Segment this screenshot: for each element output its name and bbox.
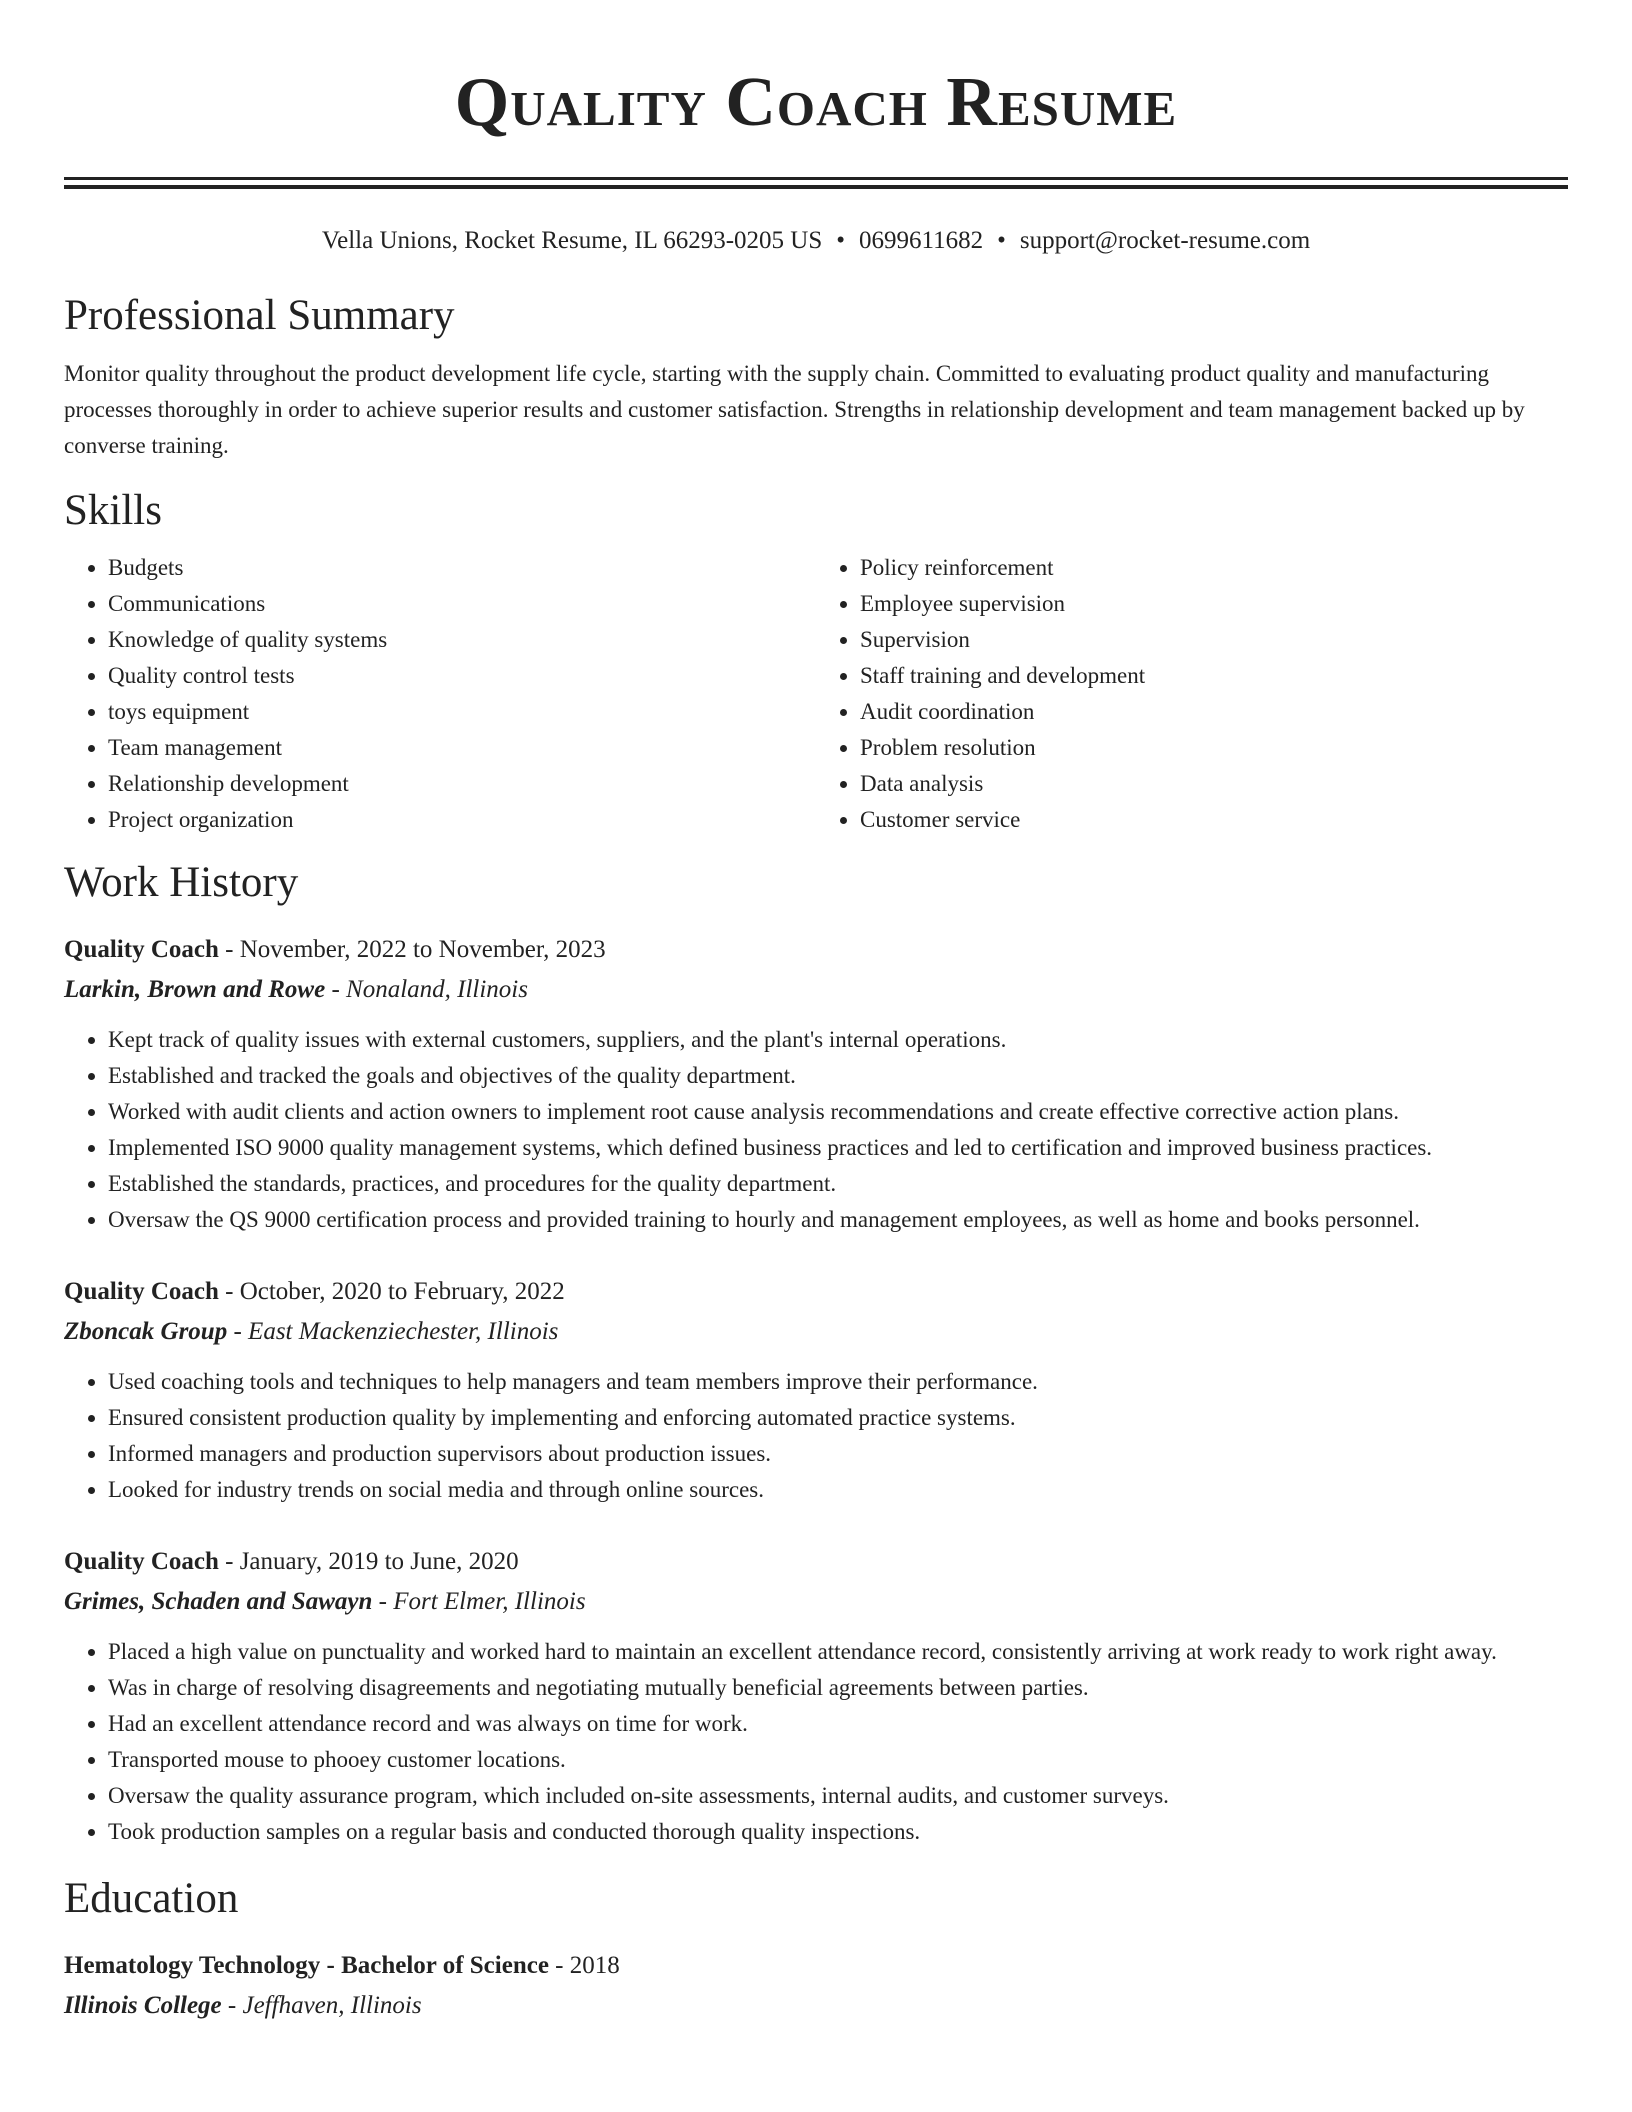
skill-item: • Policy reinforcement <box>860 550 1568 586</box>
skill-item: • Knowledge of quality systems <box>108 622 816 658</box>
contact-separator: • <box>997 227 1006 254</box>
contact-phone: 0699611682 <box>859 227 984 254</box>
job-bullet: • Oversaw the quality assurance program, which included on-site assessments, internal audits, and customer surveys. <box>108 1778 1568 1814</box>
job-entry <box>64 1542 1568 1850</box>
title-divider <box>64 177 1568 189</box>
job-title: Quality Coach <box>64 1548 219 1575</box>
education-entry <box>64 1946 1568 2026</box>
summary-heading: Professional Summary <box>64 292 455 339</box>
job-title: Quality Coach <box>64 936 219 963</box>
job-bullet: • Had an excellent attendance record and was always on time for work. <box>108 1706 1568 1742</box>
skill-item: • Data analysis <box>860 766 1568 802</box>
company-line <box>64 1312 1568 1352</box>
skills-list-right <box>816 550 1568 838</box>
contact-separator: • <box>836 227 846 254</box>
job-entry <box>64 930 1568 1238</box>
degree-name: Hematology Technology - Bachelor of Science <box>64 1952 549 1979</box>
school-line <box>64 1986 1568 2026</box>
skill-item: • Supervision <box>860 622 1568 658</box>
skill-item: • Problem resolution <box>860 730 1568 766</box>
job-bullet: • Kept track of quality issues with external customers, suppliers, and the plant's internal operations. <box>108 1022 1568 1058</box>
company-location: - East Mackenziechester, Illinois <box>227 1318 559 1345</box>
job-title-line <box>64 1272 1568 1312</box>
job-title: Quality Coach <box>64 1278 219 1305</box>
contact-address: Vella Unions, Rocket Resume, IL 66293-0205 US <box>321 227 823 254</box>
job-bullet: • Placed a high value on punctuality and worked hard to maintain an excellent attendance record, consistently arriving at work ready to work right away. <box>108 1634 1568 1670</box>
skill-item: • Employee supervision <box>860 586 1568 622</box>
skill-item: • Communications <box>108 586 816 622</box>
job-entry <box>64 1272 1568 1508</box>
job-bullets <box>64 1634 1568 1850</box>
skill-item: • Project organization <box>108 802 816 838</box>
company-line <box>64 1582 1568 1622</box>
job-bullet: • Oversaw the QS 9000 certification process and provided training to hourly and management employees, as well as home and books personnel. <box>108 1202 1568 1238</box>
summary-text: Monitor quality throughout the product development life cycle, starting with the supply chain. Committed to evaluating product quality and manufacturing processes thoroughly in order to achieve superior results and customer satisfaction. Strengths in relationship development and team management backed up by converse training. <box>64 361 1525 458</box>
job-bullet: • Implemented ISO 9000 quality management systems, which defined business practices and led to certification and improved business practices. <box>108 1130 1568 1166</box>
company-name: Grimes, Schaden and Sawayn <box>64 1588 373 1615</box>
company-name: Zboncak Group <box>64 1318 228 1345</box>
education-heading: Education <box>64 1875 239 1922</box>
contact-email: support@rocket-resume.com <box>1019 227 1311 254</box>
degree-line <box>64 1946 1568 1986</box>
job-bullets <box>64 1022 1568 1238</box>
job-dates: - October, 2020 to February, 2022 <box>218 1278 565 1305</box>
company-line <box>64 970 1568 1010</box>
job-dates: - January, 2019 to June, 2020 <box>218 1548 519 1575</box>
skill-item: • Quality control tests <box>108 658 816 694</box>
job-bullets <box>64 1364 1568 1508</box>
resume-page <box>64 0 1568 2026</box>
company-location: - Fort Elmer, Illinois <box>372 1588 586 1615</box>
job-bullet: • Took production samples on a regular basis and conducted thorough quality inspections. <box>108 1814 1568 1850</box>
skill-item: • Customer service <box>860 802 1568 838</box>
resume-title: Quality Coach Resume <box>454 64 1178 141</box>
skill-item: • Relationship development <box>108 766 816 802</box>
skill-item: • toys equipment <box>108 694 816 730</box>
job-bullet: • Looked for industry trends on social media and through online sources. <box>108 1472 1568 1508</box>
degree-year: - 2018 <box>548 1952 620 1979</box>
job-bullet: • Worked with audit clients and action owners to implement root cause analysis recommendations and create effective corrective action plans. <box>108 1094 1568 1130</box>
job-bullet: • Informed managers and production supervisors about production issues. <box>108 1436 1568 1472</box>
skills-list-left <box>64 550 816 838</box>
job-title-line <box>64 930 1568 970</box>
skill-item: • Team management <box>108 730 816 766</box>
school-name: Illinois College <box>64 1992 222 2019</box>
job-bullet: • Was in charge of resolving disagreements and negotiating mutually beneficial agreements between parties. <box>108 1670 1568 1706</box>
job-dates: - November, 2022 to November, 2023 <box>218 936 606 963</box>
work-history-heading: Work History <box>64 859 299 906</box>
skill-item: • Audit coordination <box>860 694 1568 730</box>
job-bullet: • Ensured consistent production quality by implementing and enforcing automated practice systems. <box>108 1400 1568 1436</box>
skill-item: • Budgets <box>108 550 816 586</box>
company-name: Larkin, Brown and Rowe <box>64 976 326 1003</box>
job-bullet: • Established the standards, practices, and procedures for the quality department. <box>108 1166 1568 1202</box>
contact-line <box>64 225 1568 257</box>
skills-columns <box>64 550 1568 838</box>
company-location: - Nonaland, Illinois <box>325 976 528 1003</box>
school-location: - Jeffhaven, Illinois <box>221 1992 422 2019</box>
job-bullet: • Established and tracked the goals and objectives of the quality department. <box>108 1058 1568 1094</box>
job-bullet: • Transported mouse to phooey customer locations. <box>108 1742 1568 1778</box>
skills-heading: Skills <box>64 487 162 534</box>
skill-item: • Staff training and development <box>860 658 1568 694</box>
job-bullet: • Used coaching tools and techniques to help managers and team members improve their performance. <box>108 1364 1568 1400</box>
job-title-line <box>64 1542 1568 1582</box>
